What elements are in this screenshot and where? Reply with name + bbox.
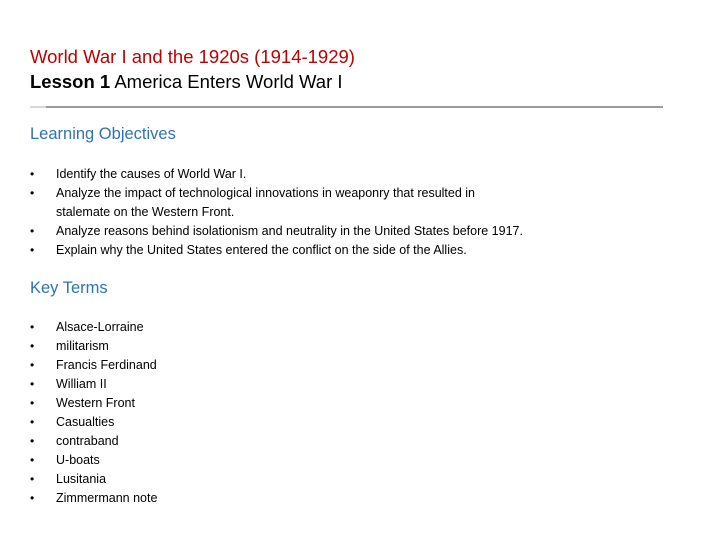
- list-item: • Analyze reasons behind isolationism and neutrality in the United States before 1917.: [30, 222, 630, 241]
- title-block: [30, 44, 690, 94]
- list-item: • William II: [30, 375, 630, 394]
- list-item: • Casualties: [30, 413, 630, 432]
- bullet-icon: •: [30, 167, 35, 181]
- list-item: • Alsace-Lorraine: [30, 318, 630, 337]
- bullet-icon: •: [30, 358, 35, 372]
- title-divider-accent: [30, 106, 46, 108]
- list-item: • Lusitania: [30, 470, 630, 489]
- bullet-icon: •: [30, 377, 35, 391]
- bullet-icon: •: [30, 472, 35, 486]
- bullet-icon: •: [30, 453, 35, 467]
- list-item: • Francis Ferdinand: [30, 356, 630, 375]
- list-item-continuation: stalemate on the Western Front.: [56, 205, 235, 219]
- bullet-icon: •: [30, 243, 35, 257]
- bullet-icon: •: [30, 396, 35, 410]
- unit-title: World War I and the 1920s (1914-1929): [30, 46, 355, 67]
- bullet-icon: •: [30, 434, 35, 448]
- bullet-icon: •: [30, 339, 35, 353]
- lesson-label: Lesson 1: [30, 71, 111, 92]
- list-item: • Identify the causes of World War I.: [30, 165, 630, 184]
- list-item: • Explain why the United States entered the conflict on the side of the Allies.: [30, 241, 630, 260]
- list-item: • Analyze the impact of technological innovations in weaponry that resulted in: [30, 184, 630, 203]
- list-item: • Western Front: [30, 394, 630, 413]
- lesson-name: America Enters World War I: [110, 71, 343, 92]
- list-item: • U-boats: [30, 451, 630, 470]
- learning-objectives-heading: Learning Objectives: [30, 125, 176, 143]
- lesson-title: [30, 69, 690, 94]
- list-item: • militarism: [30, 337, 630, 356]
- bullet-icon: •: [30, 320, 35, 334]
- title-divider: [30, 106, 663, 108]
- bullet-icon: •: [30, 491, 35, 505]
- objectives-list: [30, 165, 630, 260]
- list-item: • Zimmermann note: [30, 489, 630, 508]
- list-item: • contraband: [30, 432, 630, 451]
- bullet-icon: •: [30, 415, 35, 429]
- key-terms-heading: Key Terms: [30, 279, 108, 297]
- bullet-icon: •: [30, 224, 35, 238]
- bullet-icon: •: [30, 186, 35, 200]
- key-terms-list: [30, 318, 630, 508]
